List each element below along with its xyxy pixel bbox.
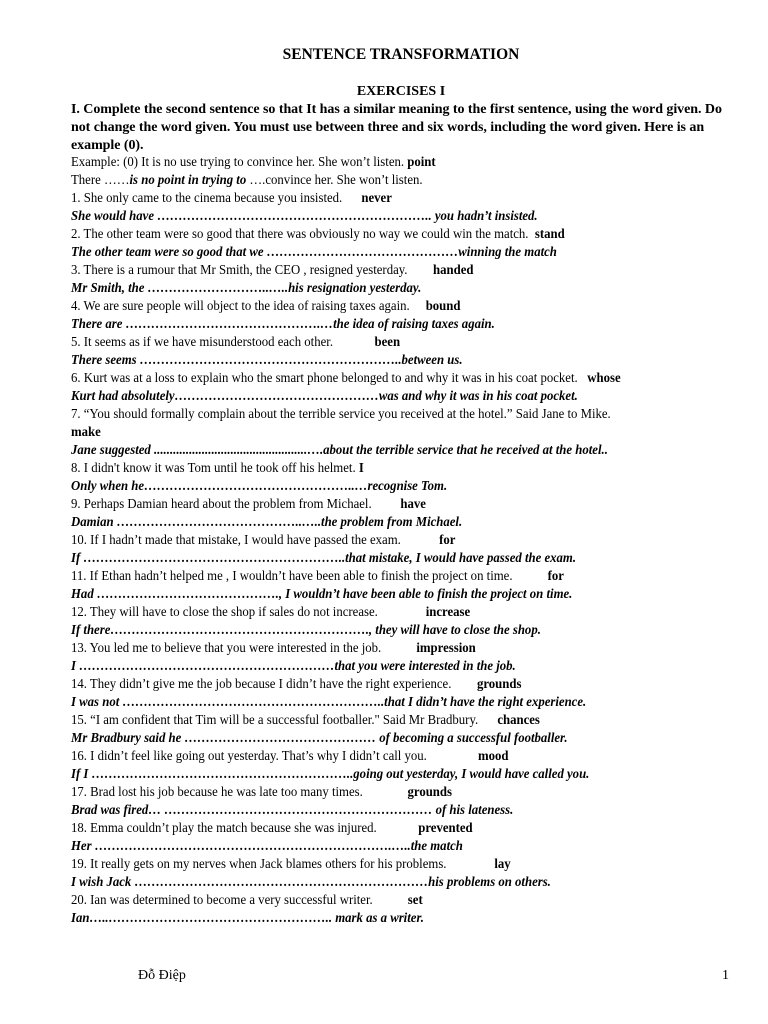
keyword: for bbox=[547, 569, 564, 584]
keyword: been bbox=[374, 335, 401, 350]
answer-13: I ……………………………………………………that you were interested in the job. bbox=[71, 659, 516, 674]
answer-6: Kurt had absolutely…………………………………………was and why it was in his coat pocket. bbox=[71, 389, 578, 404]
answer-9: Damian ……………………………………..…..the problem from Michael. bbox=[71, 515, 463, 530]
question-text: 18. Emma couldn’t play the match because she was injured. bbox=[71, 821, 377, 836]
question-3 bbox=[71, 262, 682, 280]
answer-14: I was not ……………………………………………………..that I didn’t have the right experience. bbox=[71, 695, 587, 710]
keyword: bound bbox=[425, 299, 461, 314]
question-15 bbox=[71, 712, 682, 730]
answer-3: Mr Smith, the ………………………..…..his resignation yesterday. bbox=[71, 281, 422, 296]
keyword: make bbox=[71, 425, 101, 440]
answer-2: The other team were so good that we ………………………………………winning the match bbox=[71, 245, 557, 260]
answer-8: Only when he…………………………………………..…recognise Tom. bbox=[71, 479, 448, 494]
page-number: 1 bbox=[722, 968, 729, 983]
instructions: I. Complete the second sentence so that It has a similar meaning to the first sentence, using the word given. Do not change the word given. You must use between three and six words, including the word given. Here is an example (0). bbox=[71, 102, 722, 153]
question-17 bbox=[71, 784, 682, 802]
page-title: SENTENCE TRANSFORMATION bbox=[282, 46, 520, 63]
question-2 bbox=[71, 226, 682, 244]
question-text: 1. She only came to the cinema because you insisted. bbox=[71, 191, 343, 206]
question-text: 2. The other team were so good that there was obviously no way we could win the match. bbox=[71, 227, 529, 242]
keyword: set bbox=[407, 893, 423, 908]
question-text: 19. It really gets on my nerves when Jack blames others for his problems. bbox=[71, 857, 447, 872]
question-text: 17. Brad lost his job because he was late too many times. bbox=[71, 785, 363, 800]
question-text: 9. Perhaps Damian heard about the problem from Michael. bbox=[71, 497, 372, 512]
question-text: 12. They will have to close the shop if sales do not increase. bbox=[71, 605, 378, 620]
answer-20: Ian…..…………………………………………….. mark as a writer. bbox=[71, 911, 424, 926]
answer-11: Had ……………………………………., I wouldn’t have been able to finish the project on time. bbox=[71, 587, 573, 602]
question-19 bbox=[71, 856, 682, 874]
question-18 bbox=[71, 820, 682, 838]
answer-5: There seems ……………………………………………………..between us. bbox=[71, 353, 463, 368]
answer-7: Jane suggested ................................................….about the terrible service that he received at the hotel.. bbox=[71, 443, 608, 458]
keyword: handed bbox=[433, 263, 474, 278]
answer-19: I wish Jack ……………………………………………………………his problems on others. bbox=[71, 875, 551, 890]
answer-4: There are ……………………………………….…the idea of raising taxes again. bbox=[71, 317, 495, 332]
answer-12: If there……………………………………………………., they will have to close the shop. bbox=[71, 623, 541, 638]
keyword: I bbox=[358, 461, 364, 476]
question-text: 5. It seems as if we have misunderstood each other. bbox=[71, 335, 334, 350]
example-answer: There ……is no point in trying to ….convince her. She won’t listen. bbox=[71, 173, 423, 188]
exercise-body bbox=[71, 154, 741, 928]
question-16 bbox=[71, 748, 682, 766]
keyword: stand bbox=[534, 227, 565, 242]
keyword: impression bbox=[416, 641, 476, 656]
question-text: 14. They didn’t give me the job because I didn’t have the right experience. bbox=[71, 677, 452, 692]
question-text: 15. “I am confident that Tim will be a successful footballer." Said Mr Bradbury. bbox=[71, 713, 479, 728]
question-text: 16. I didn’t feel like going out yesterday. That’s why I didn’t call you. bbox=[71, 749, 427, 764]
keyword: prevented bbox=[418, 821, 473, 836]
question-text: 4. We are sure people will object to the idea of raising taxes again. bbox=[71, 299, 410, 314]
keyword: lay bbox=[494, 857, 511, 872]
question-4 bbox=[71, 298, 682, 316]
author-name: Đỗ Điệp bbox=[138, 968, 186, 983]
keyword: whose bbox=[587, 371, 621, 386]
keyword: never bbox=[361, 191, 392, 206]
question-14 bbox=[71, 676, 682, 694]
question-13 bbox=[71, 640, 682, 658]
exercise-list bbox=[71, 190, 741, 928]
answer-1: She would have ……………………………………………………….. you hadn’t insisted. bbox=[71, 209, 538, 224]
question-1 bbox=[71, 190, 682, 208]
keyword-line-7 bbox=[71, 424, 682, 442]
keyword: for bbox=[439, 533, 456, 548]
question-text: 3. There is a rumour that Mr Smith, the CEO , resigned yesterday. bbox=[71, 263, 408, 278]
keyword: grounds bbox=[407, 785, 452, 800]
keyword: increase bbox=[425, 605, 471, 620]
question-text: 7. “You should formally complain about the terrible service you received at the hotel.” Said Jane to Mike. bbox=[71, 407, 611, 422]
keyword: have bbox=[400, 497, 426, 512]
question-11 bbox=[71, 568, 682, 586]
question-20 bbox=[71, 892, 682, 910]
question-6 bbox=[71, 370, 682, 388]
question-10 bbox=[71, 532, 682, 550]
question-text: 11. If Ethan hadn’t helped me , I wouldn’t have been able to finish the project on time. bbox=[71, 569, 513, 584]
answer-10: If ……………………………………………………..that mistake, I would have passed the exam. bbox=[71, 551, 577, 566]
answer-17: Brad was fired… ……………………………………………………… of his lateness. bbox=[71, 803, 514, 818]
question-text: 10. If I hadn’t made that mistake, I would have passed the exam. bbox=[71, 533, 401, 548]
answer-15: Mr Bradbury said he ……………………………………… of becoming a successful footballer. bbox=[71, 731, 568, 746]
example-answer-fill: is no point in trying to bbox=[129, 173, 247, 188]
keyword: grounds bbox=[476, 677, 522, 692]
keyword: mood bbox=[477, 749, 509, 764]
question-text: 13. You led me to believe that you were interested in the job. bbox=[71, 641, 382, 656]
answer-18: Her …………………………………………………………….…..the match bbox=[71, 839, 463, 854]
question-9 bbox=[71, 496, 682, 514]
question-7 bbox=[71, 406, 682, 424]
example-question: Example: (0) It is no use trying to convince her. She won’t listen. point bbox=[71, 155, 436, 170]
question-text: 8. I didn't know it was Tom until he took off his helmet. bbox=[71, 461, 356, 476]
keyword: chances bbox=[497, 713, 540, 728]
example-keyword: point bbox=[407, 155, 436, 170]
question-5 bbox=[71, 334, 682, 352]
question-text: 20. Ian was determined to become a very successful writer. bbox=[71, 893, 373, 908]
question-8 bbox=[71, 460, 682, 478]
answer-16: If I ……………………………………………………..going out yesterday, I would have called you. bbox=[71, 767, 590, 782]
question-text: 6. Kurt was at a loss to explain who the smart phone belonged to and why it was in his coat pocket. bbox=[71, 371, 578, 386]
question-12 bbox=[71, 604, 682, 622]
exercise-heading: EXERCISES I bbox=[356, 84, 446, 99]
